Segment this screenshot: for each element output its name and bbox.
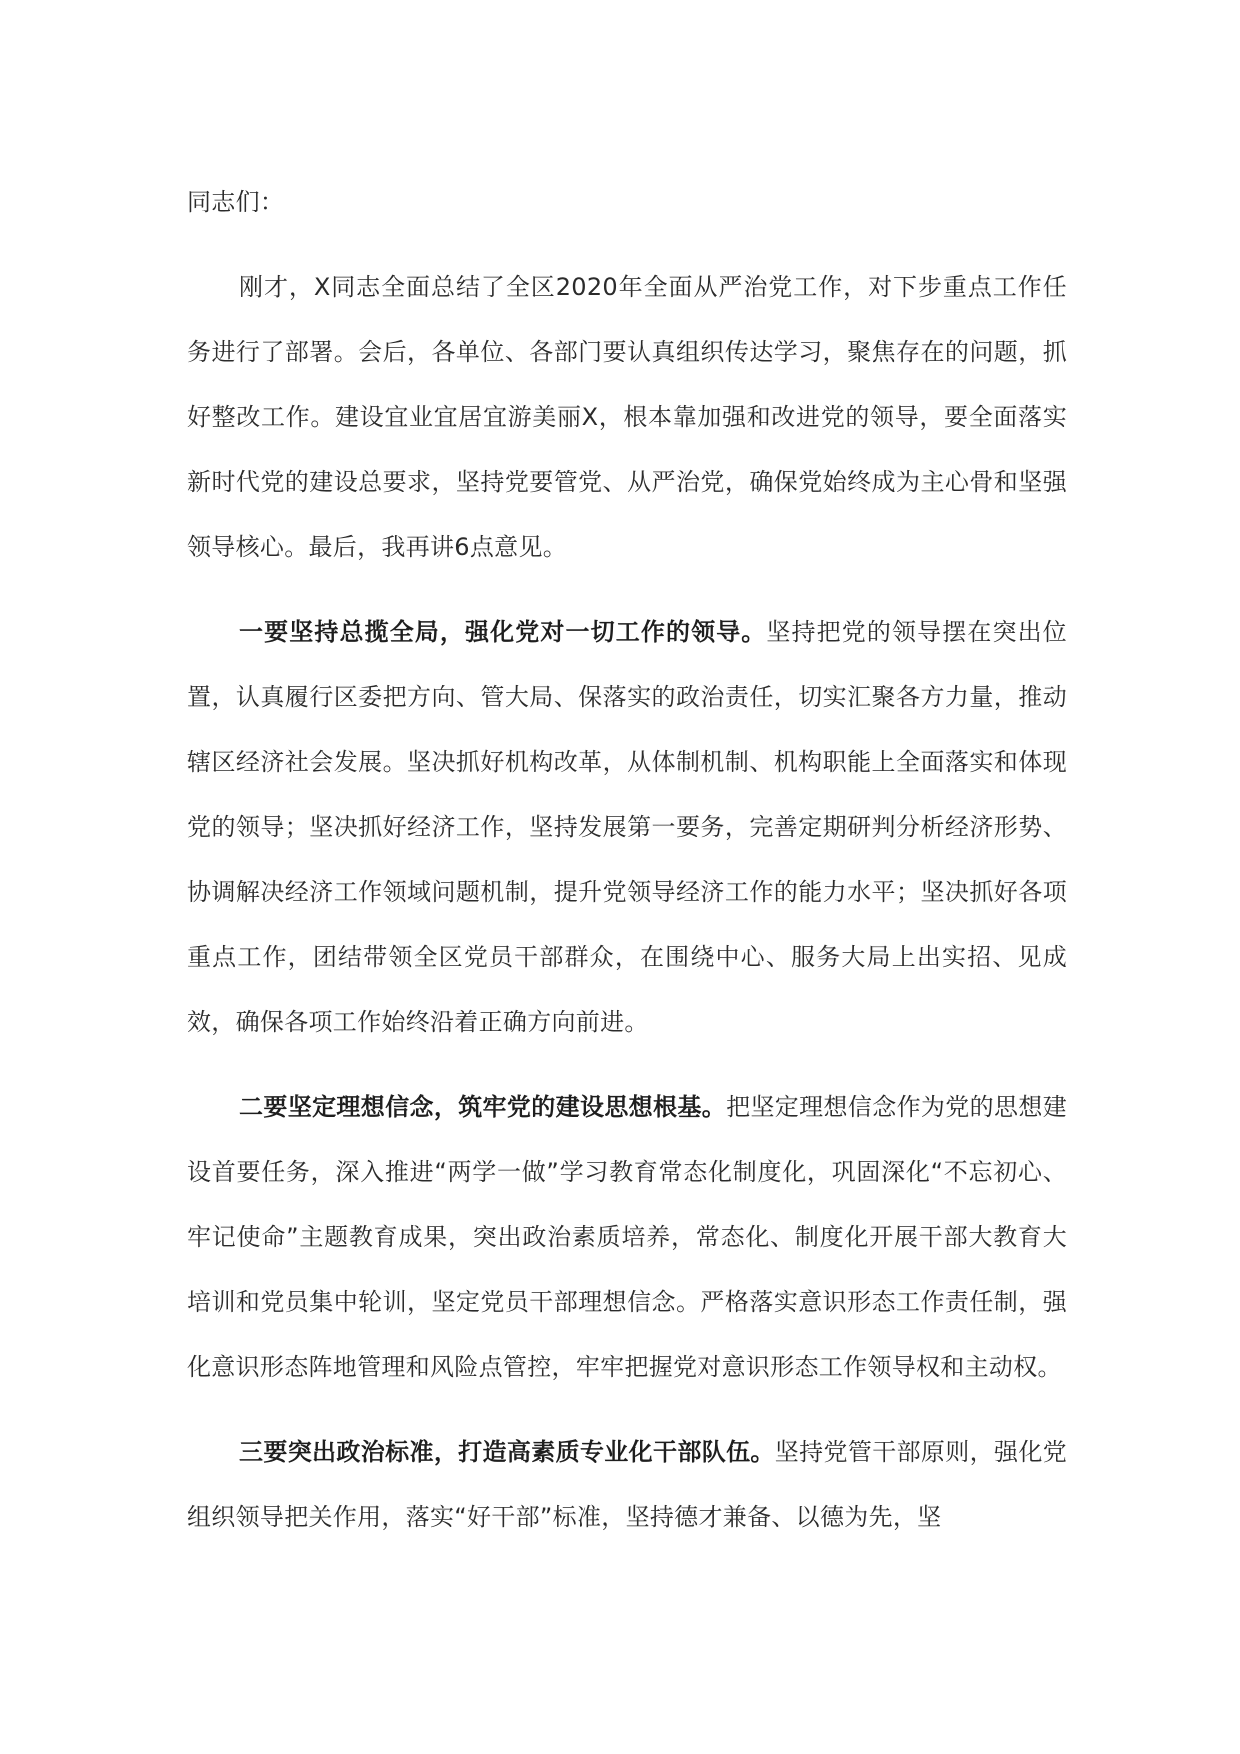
- paragraph-point-2: [187, 1075, 1067, 1400]
- paragraph-heading: 一要坚持总揽全局，强化党对一切工作的领导。: [239, 618, 767, 646]
- paragraph-point-1: [187, 600, 1067, 1055]
- paragraph-heading: 二要坚定理想信念，筑牢党的建设思想根基。: [239, 1093, 727, 1121]
- paragraph-body: 坚持党管干部原则，强化党组织领导把关作用，落实“好干部”标准，坚持德才兼备、以德为先，坚: [187, 1438, 1067, 1531]
- paragraph-intro: [187, 255, 1067, 580]
- document-body: [187, 170, 1067, 1570]
- paragraph-body: 坚持把党的领导摆在突出位置，认真履行区委把方向、管大局、保落实的政治责任，切实汇聚各方力量，推动辖区经济社会发展。坚决抓好机构改革，从体制机制、机构职能上全面落实和体现党的领导；坚决抓好经济工作，坚持发展第一要务，完善定期研判分析经济形势、协调解决经济工作领域问题机制，提升党领导经济工作的能力水平；坚决抓好各项重点工作，团结带领全区党员干部群众，在围绕中心、服务大局上出实招、见成效，确保各项工作始终沿着正确方向前进。: [187, 618, 1067, 1036]
- paragraph-point-3: [187, 1420, 1067, 1550]
- paragraph-body: 把坚定理想信念作为党的思想建设首要任务，深入推进“两学一做”学习教育常态化制度化，巩固深化“不忘初心、牢记使命”主题教育成果，突出政治素质培养，常态化、制度化开展干部大教育大培训和党员集中轮训，坚定党员干部理想信念。严格落实意识形态工作责任制，强化意识形态阵地管理和风险点管控，牢牢把握党对意识形态工作领导权和主动权。: [187, 1093, 1068, 1381]
- paragraph-body: 刚才，X同志全面总结了全区2020年全面从严治党工作，对下步重点工作任务进行了部署。会后，各单位、各部门要认真组织传达学习，聚焦存在的问题，抓好整改工作。建设宜业宜居宜游美丽X，根本靠加强和改进党的领导，要全面落实新时代党的建设总要求，坚持党要管党、从严治党，确保党始终成为主心骨和坚强领导核心。最后，我再讲6点意见。: [187, 273, 1067, 561]
- paragraph-heading: 三要突出政治标准，打造高素质专业化干部队伍。: [239, 1438, 775, 1466]
- salutation: 同志们：: [187, 188, 285, 216]
